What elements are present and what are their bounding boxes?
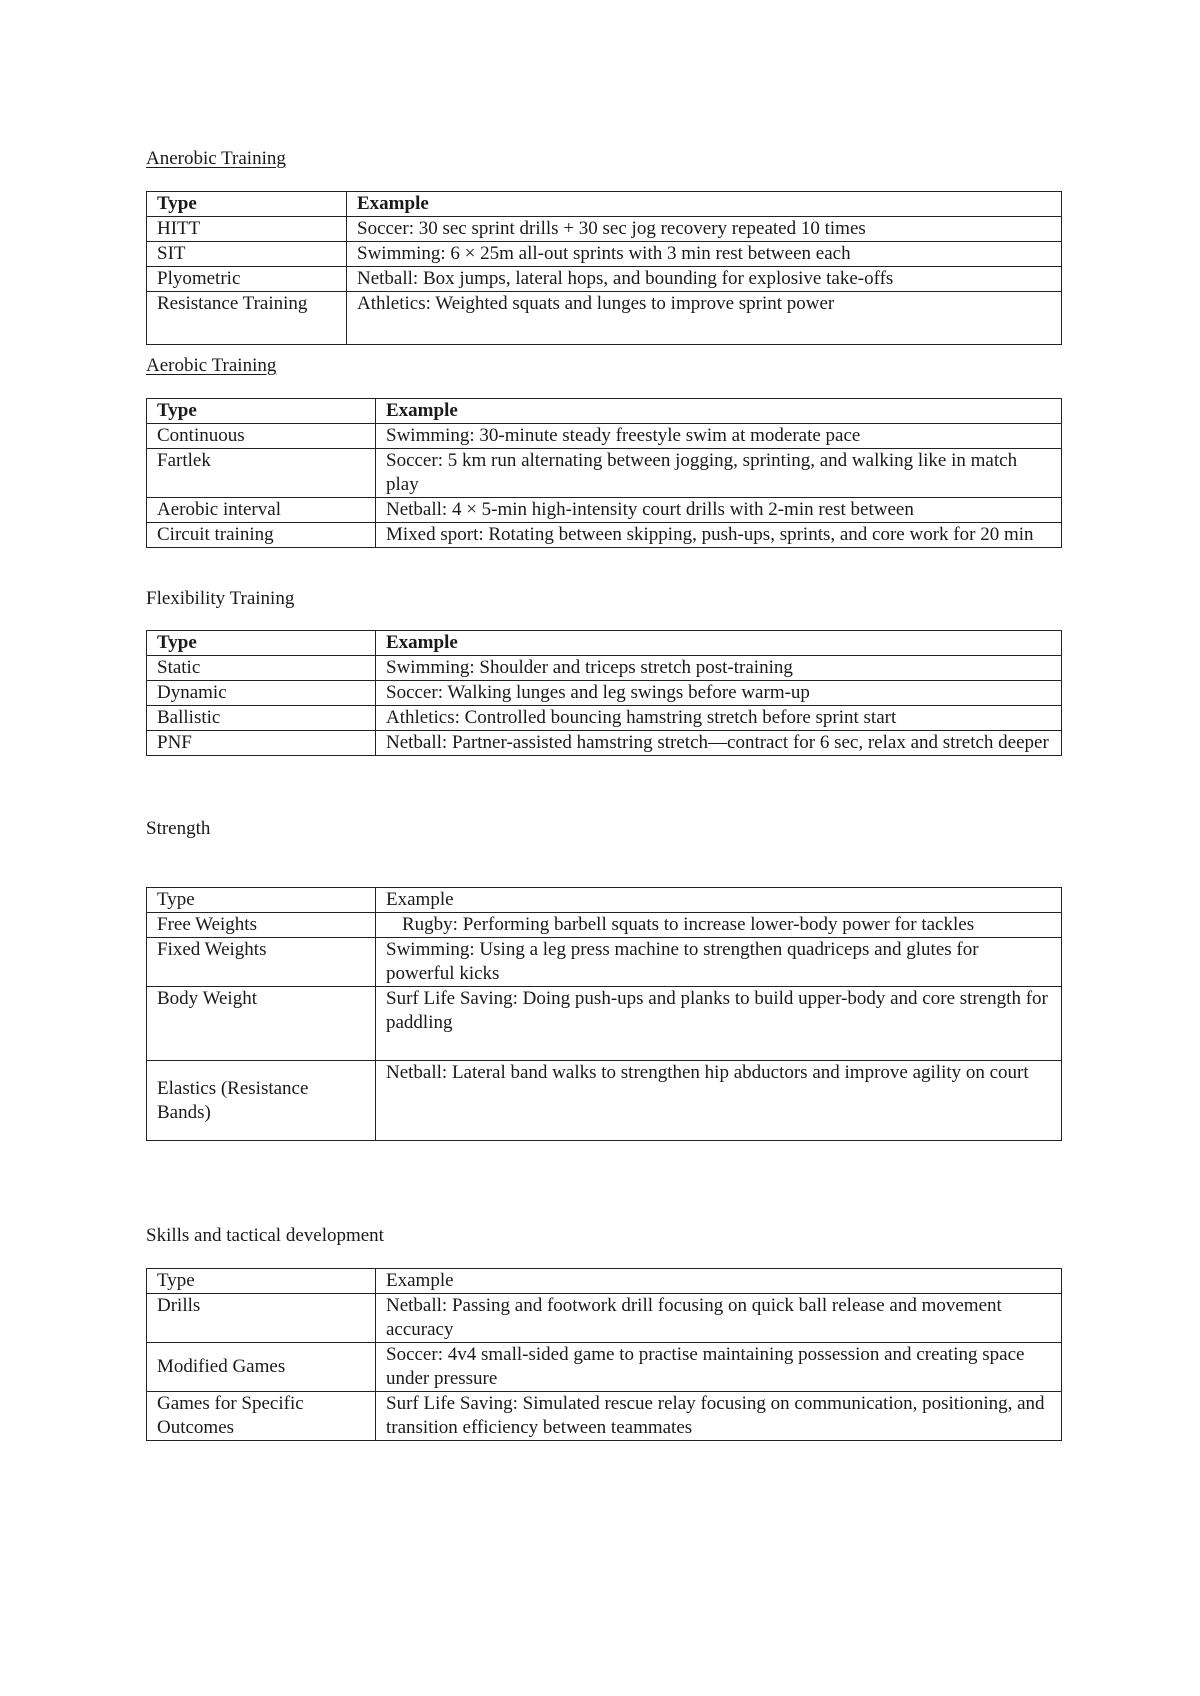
table-row — [147, 498, 1062, 523]
table-row — [147, 1061, 1062, 1141]
column-header-example: Example — [376, 1269, 1062, 1294]
example-cell: Mixed sport: Rotating between skipping, push-ups, sprints, and core work for 20 min — [376, 523, 1062, 548]
type-cell: HITT — [147, 217, 347, 242]
section-heading-aerobic: Aerobic Training — [146, 355, 277, 376]
table-row — [147, 681, 1062, 706]
type-cell: Circuit training — [147, 523, 376, 548]
table-header-row — [147, 888, 1062, 913]
example-cell: Athletics: Weighted squats and lunges to improve sprint power — [347, 292, 1062, 345]
strength-table — [146, 887, 1062, 1141]
example-cell: Surf Life Saving: Simulated rescue relay focusing on communication, positioning, and transition efficiency between teammates — [376, 1392, 1062, 1441]
type-cell: Fartlek — [147, 449, 376, 498]
example-text: Rugby: Performing barbell squats to increase lower-body power for tackles — [402, 914, 975, 935]
type-cell: Resistance Training — [147, 292, 347, 345]
column-header-example: Example — [376, 888, 1062, 913]
type-cell: Modified Games — [147, 1343, 376, 1392]
example-cell: Soccer: 5 km run alternating between jogging, sprinting, and walking like in match play — [376, 449, 1062, 498]
skills-tactical-table — [146, 1268, 1062, 1441]
example-cell — [376, 913, 1062, 938]
table-header-row — [147, 192, 1062, 217]
column-header-type: Type — [147, 192, 347, 217]
aerobic-training-table — [146, 398, 1062, 548]
section-heading-skills: Skills and tactical development — [146, 1225, 384, 1246]
section-heading-anerobic: Anerobic Training — [146, 148, 286, 169]
example-cell: Athletics: Controlled bouncing hamstring stretch before sprint start — [376, 706, 1062, 731]
table-row — [147, 987, 1062, 1061]
section-heading-strength: Strength — [146, 818, 211, 839]
example-cell: Soccer: Walking lunges and leg swings before warm-up — [376, 681, 1062, 706]
table-row — [147, 217, 1062, 242]
section-heading-flexibility: Flexibility Training — [146, 588, 295, 609]
type-cell: Elastics (Resistance Bands) — [147, 1061, 376, 1141]
column-header-type: Type — [147, 399, 376, 424]
type-cell: Body Weight — [147, 987, 376, 1061]
table-row — [147, 1392, 1062, 1441]
example-cell: Netball: 4 × 5-min high-intensity court drills with 2-min rest between — [376, 498, 1062, 523]
table-row — [147, 242, 1062, 267]
type-cell: Static — [147, 656, 376, 681]
table-row — [147, 523, 1062, 548]
type-cell: SIT — [147, 242, 347, 267]
type-cell: Ballistic — [147, 706, 376, 731]
example-cell: Swimming: Shoulder and triceps stretch post-training — [376, 656, 1062, 681]
column-header-example: Example — [376, 399, 1062, 424]
type-cell: Dynamic — [147, 681, 376, 706]
type-cell: PNF — [147, 731, 376, 756]
example-cell: Surf Life Saving: Doing push-ups and planks to build upper-body and core strength for paddling — [376, 987, 1062, 1061]
example-cell: Netball: Lateral band walks to strengthen hip abductors and improve agility on court — [376, 1061, 1062, 1141]
example-cell: Swimming: Using a leg press machine to strengthen quadriceps and glutes for powerful kicks — [376, 938, 1062, 987]
table-row — [147, 424, 1062, 449]
type-cell: Games for Specific Outcomes — [147, 1392, 376, 1441]
type-cell: Plyometric — [147, 267, 347, 292]
example-cell: Netball: Box jumps, lateral hops, and bounding for explosive take-offs — [347, 267, 1062, 292]
table-header-row — [147, 1269, 1062, 1294]
table-row — [147, 913, 1062, 938]
example-cell: Swimming: 30-minute steady freestyle swim at moderate pace — [376, 424, 1062, 449]
table-row — [147, 731, 1062, 756]
table-row — [147, 267, 1062, 292]
column-header-example: Example — [376, 631, 1062, 656]
table-header-row — [147, 399, 1062, 424]
table-row — [147, 1343, 1062, 1392]
anerobic-training-table — [146, 191, 1062, 345]
example-cell: Netball: Partner-assisted hamstring stretch—contract for 6 sec, relax and stretch deeper — [376, 731, 1062, 756]
type-cell: Aerobic interval — [147, 498, 376, 523]
flexibility-training-table — [146, 630, 1062, 756]
type-cell: Free Weights — [147, 913, 376, 938]
type-cell: Continuous — [147, 424, 376, 449]
example-cell: Soccer: 4v4 small-sided game to practise maintaining possession and creating space under pressure — [376, 1343, 1062, 1392]
table-row — [147, 706, 1062, 731]
column-header-type: Type — [147, 1269, 376, 1294]
type-cell: Fixed Weights — [147, 938, 376, 987]
example-cell: Soccer: 30 sec sprint drills + 30 sec jog recovery repeated 10 times — [347, 217, 1062, 242]
column-header-type: Type — [147, 888, 376, 913]
example-cell: Swimming: 6 × 25m all-out sprints with 3 min rest between each — [347, 242, 1062, 267]
table-row — [147, 449, 1062, 498]
table-row — [147, 292, 1062, 345]
column-header-type: Type — [147, 631, 376, 656]
table-row — [147, 656, 1062, 681]
table-row — [147, 938, 1062, 987]
example-cell: Netball: Passing and footwork drill focusing on quick ball release and movement accuracy — [376, 1294, 1062, 1343]
table-row — [147, 1294, 1062, 1343]
type-cell: Drills — [147, 1294, 376, 1343]
column-header-example: Example — [347, 192, 1062, 217]
table-header-row — [147, 631, 1062, 656]
